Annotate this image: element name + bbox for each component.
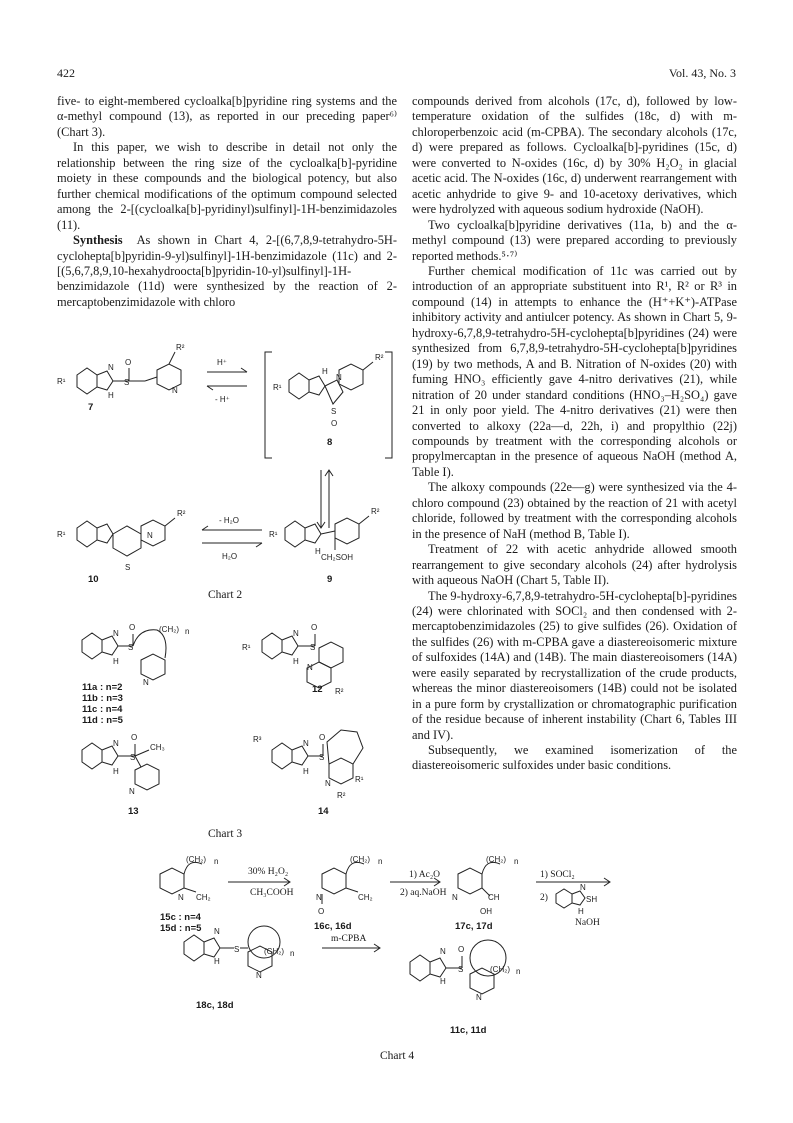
paragraph: Treatment of 22 with acetic anhydride allowed smooth rearrangement to give secondary alcohols (24) after hydrolysis with aqueous NaOH (Chart 5, Table II).	[412, 542, 737, 588]
svg-text:R¹: R¹	[273, 383, 282, 392]
svg-text:n: n	[185, 627, 190, 636]
compound-label-9: 9	[327, 574, 333, 585]
compound-14-structure	[272, 730, 363, 784]
svg-text:N: N	[147, 531, 153, 540]
reagent-label: 1) Ac₂O	[409, 870, 441, 880]
compound-label-7: 7	[88, 402, 94, 413]
svg-text:O: O	[129, 623, 136, 632]
compound-label-16: 16c, 16d	[314, 921, 352, 932]
svg-text:H: H	[322, 367, 328, 376]
compound-label-11: 11a : n=2 11b : n=3 11c : n=4 11d : n=5	[82, 682, 123, 726]
svg-text:S: S	[331, 407, 337, 416]
compound-10-structure	[77, 518, 175, 556]
compound-15-structure	[160, 862, 202, 894]
svg-text:O: O	[311, 623, 318, 632]
paragraph-text: As shown in Chart 4, 2-[(6,7,8,9-tetrahydro-5H-cyclohepta[b]pyridin-9-yl)sulfinyl]-1H-benzimidazole (11c) and 2-[(5,6,7,8,9,10-hexahydroocta[b]pyridin-10-yl)sulfinyl]-1H-benzimidazole (11d) were synthesized by the reaction of 2-mercaptobenzimidazole with chloro	[57, 233, 397, 309]
svg-text:S: S	[234, 945, 240, 954]
chart-4-caption: Chart 4	[380, 1050, 415, 1062]
svg-text:N: N	[303, 739, 309, 748]
paragraph: The 9-hydroxy-6,7,8,9-tetrahydro-5H-cyclohepta[b]-pyridines (24) were chlorinated with SOCl₂ and then condensed with 2-mercaptobenzimidazoles (25) to give sulfides (26). Oxidation of the sulfides (26) with m-CPBA gave a diastereoisomeric mixture of sulfoxides (14A) and (14B). The main diastereoisomers (14A) were easily separated by recrystallization of the crude products, whereas the minor diastereoisomers (14B) could not be isolated in a pure form by crystallization or chromatographic purification of the residue because of inherent instability (Chart 6, Tables III and IV).	[412, 588, 737, 742]
svg-text:R²: R²	[371, 507, 380, 516]
compound-label-10: 10	[88, 574, 99, 585]
svg-text:H: H	[440, 977, 446, 986]
svg-text:H₂O: H₂O	[222, 552, 238, 561]
svg-text:N: N	[143, 678, 149, 687]
compound-17-structure	[458, 862, 500, 896]
svg-text:N: N	[440, 947, 446, 956]
reagent-label: 1) SOCl₂	[540, 870, 575, 880]
svg-text:N: N	[256, 971, 262, 980]
paragraph: five- to eight-membered cycloalka[b]pyridine ring systems and the α-methyl compound (13), as reported in our preceding paper⁶⁾ (Chart 3).	[57, 94, 397, 139]
svg-text:- H₂O: - H₂O	[219, 516, 239, 525]
reagent-label: m-CPBA	[331, 934, 367, 944]
svg-text:H: H	[315, 547, 321, 556]
compound-label-11cd: 11c, 11d	[450, 1025, 487, 1036]
compound-13-structure	[82, 743, 159, 790]
svg-text:H: H	[578, 907, 584, 916]
svg-text:OH: OH	[480, 907, 492, 916]
svg-text:(CH₂): (CH₂)	[264, 947, 284, 956]
svg-text:N: N	[336, 373, 342, 382]
svg-text:H: H	[113, 767, 119, 776]
compound-11-structure	[82, 630, 166, 680]
svg-text:S: S	[458, 965, 464, 974]
svg-text:N: N	[307, 663, 313, 672]
svg-text:S: S	[310, 643, 316, 652]
reagent-label: CH₃COOH	[250, 888, 294, 898]
svg-text:n: n	[214, 857, 219, 866]
svg-text:S: S	[125, 563, 131, 572]
svg-text:- H⁺: - H⁺	[215, 395, 230, 404]
svg-text:(CH₂): (CH₂)	[186, 855, 206, 864]
svg-text:R²: R²	[177, 509, 186, 518]
compound-9-structure	[285, 516, 369, 550]
svg-text:R²: R²	[335, 687, 344, 696]
svg-text:H: H	[293, 657, 299, 666]
svg-text:N: N	[172, 386, 178, 395]
svg-text:(CH₂): (CH₂)	[350, 855, 370, 864]
svg-text:O: O	[319, 733, 326, 742]
svg-text:N: N	[214, 927, 220, 936]
svg-text:N: N	[108, 363, 114, 372]
svg-text:N: N	[113, 739, 119, 748]
paragraph: The alkoxy compounds (22e—g) were synthesized via the 4-chloro compound (23) obtained by the reaction of 21 with acetyl chloride, followed by treatment with the corresponding alcohols in the presence of NaH (method B, Table I).	[412, 480, 737, 541]
svg-text:(CH₂): (CH₂)	[490, 965, 510, 974]
chart-2-drawing	[57, 330, 397, 590]
svg-text:n: n	[290, 949, 295, 958]
svg-text:O: O	[131, 733, 138, 742]
compound-label-17: 17c, 17d	[455, 921, 493, 932]
svg-text:n: n	[516, 967, 521, 976]
svg-text:CH₂: CH₂	[196, 893, 211, 902]
svg-text:n: n	[378, 857, 383, 866]
svg-text:O: O	[125, 358, 132, 367]
paragraph: Subsequently, we examined isomerization of the diastereoisomeric sulfoxides under basic conditions.	[412, 743, 737, 773]
svg-text:H⁺: H⁺	[217, 358, 227, 367]
ch2soh-group: CH₂SOH	[321, 553, 353, 562]
svg-text:R¹: R¹	[242, 643, 251, 652]
svg-text:O: O	[331, 419, 338, 428]
svg-text:R²: R²	[375, 353, 384, 362]
svg-text:R¹: R¹	[57, 377, 66, 386]
compound-label-15: 15c : n=4 15d : n=5	[160, 912, 202, 934]
svg-text:S: S	[128, 643, 134, 652]
svg-text:(CH₂): (CH₂)	[486, 855, 506, 864]
left-column	[57, 94, 397, 310]
svg-text:H: H	[214, 957, 220, 966]
svg-text:SH: SH	[586, 895, 598, 904]
svg-text:R¹: R¹	[269, 530, 278, 539]
compound-label-18: 18c, 18d	[196, 1000, 234, 1011]
svg-text:CH₃: CH₃	[150, 743, 165, 752]
svg-text:O: O	[318, 907, 325, 916]
svg-text:R¹: R¹	[355, 775, 364, 784]
svg-text:N: N	[476, 993, 482, 1002]
svg-text:R²: R²	[176, 343, 185, 352]
compound-label-8: 8	[327, 437, 333, 448]
paragraph: Further chemical modification of 11c was carried out by introduction of an appropriate substituent into R¹, R² or R³ in compound (14) in attempts to enhance the (H⁺+K⁺)-ATPase inhibitory activity and antiulcer potency. As shown in Chart 5, 9-hydroxy-6,7,8,9-tetrahydro-5H-cyclohepta[b]pyridines (24) were synthesized from 6,7,8,9-tetrahydro-5H-cyclohepta[b]pyridines (19) by two methods, A and B. Nitration of N-oxides (20) with fuming HNO₃ efficiently gave 4-nitro derivatives (21), while nitration of 20 under standard conditions (HNO₃–H₂SO₄) gave 21 in only poor yield. The 4-nitro derivatives (21) were then converted to alkoxy (22a—d, 22h, i) and propylthio (22j) compounds by treatment with the corresponding alcohols or propylmercaptan in the presence of aqueous NaOH (method A, Table I).	[412, 263, 737, 479]
svg-text:R³: R³	[253, 735, 262, 744]
journal-volume: Vol. 43, No. 3	[668, 66, 736, 80]
compound-label-14: 14	[318, 806, 329, 817]
svg-text:N: N	[316, 893, 322, 902]
chart-2-scheme	[57, 330, 397, 590]
svg-text:(CH₂): (CH₂)	[159, 625, 179, 634]
svg-text:O: O	[458, 945, 465, 954]
svg-text:N: N	[325, 779, 331, 788]
svg-text:H: H	[113, 657, 119, 666]
svg-text:N: N	[129, 787, 135, 796]
svg-text:N: N	[293, 629, 299, 638]
svg-text:CH: CH	[488, 893, 500, 902]
chart-2-caption: Chart 2	[208, 589, 243, 601]
compound-12-structure	[262, 633, 343, 688]
page-number: 422	[57, 66, 75, 80]
right-column	[412, 94, 737, 774]
section-heading: Synthesis	[73, 233, 123, 248]
svg-text:S: S	[130, 753, 136, 762]
svg-text:n: n	[514, 857, 519, 866]
svg-text:H: H	[108, 391, 114, 400]
paragraph: In this paper, we wish to describe in detail not only the relationship between the ring size of the cycloalka[b]-pyridine moiety in these compounds and the biological potency, but also further chemical modifications of the optimum compound selected among the 2-[(cycloalka[b]-pyridinyl)sulfinyl]-1H-benzimidazoles (11).	[57, 140, 397, 232]
svg-text:N: N	[113, 629, 119, 638]
svg-text:H: H	[303, 767, 309, 776]
paragraph	[57, 233, 397, 310]
reagent-label: 2) aq.NaOH	[400, 888, 447, 898]
compound-label-13: 13	[128, 806, 139, 817]
reagent-label: 2)	[540, 893, 548, 903]
compound-label-12: 12	[312, 684, 323, 695]
paragraph: Two cycloalka[b]pyridine derivatives (11a, b) and the α-methyl compound (13) were prepared according to previously reported methods.⁵·⁷⁾	[412, 217, 737, 263]
svg-text:CH₂: CH₂	[358, 893, 373, 902]
paragraph: compounds derived from alcohols (17c, d), followed by low-temperature oxidation of the sulfides (18c, d) with m-chloroperbenzoic acid (m-CPBA). The secondary alcohols (17c, d) were prepared as follows. Cycloalka[b]-pyridines (15c, d) were converted to N-oxides (16c, d) by 30% H₂O₂ in glacial acetic acid. The N-oxides (16c, d) underwent rearrangement with acetic anhydride to give 9- and 10-acetoxy derivatives, which were hydrolyzed with aqueous sodium hydroxide (NaOH).	[412, 94, 737, 217]
chart-3-caption: Chart 3	[208, 828, 243, 840]
compound-8-structure	[289, 362, 373, 404]
svg-text:S: S	[124, 378, 130, 387]
svg-text:N: N	[452, 893, 458, 902]
svg-text:N: N	[580, 883, 586, 892]
reagent-label: 30% H₂O₂	[248, 867, 289, 877]
reagent-label: NaOH	[575, 918, 600, 928]
svg-text:R²: R²	[337, 791, 346, 800]
svg-text:N: N	[178, 893, 184, 902]
svg-text:R¹: R¹	[57, 530, 66, 539]
svg-text:S: S	[319, 753, 325, 762]
